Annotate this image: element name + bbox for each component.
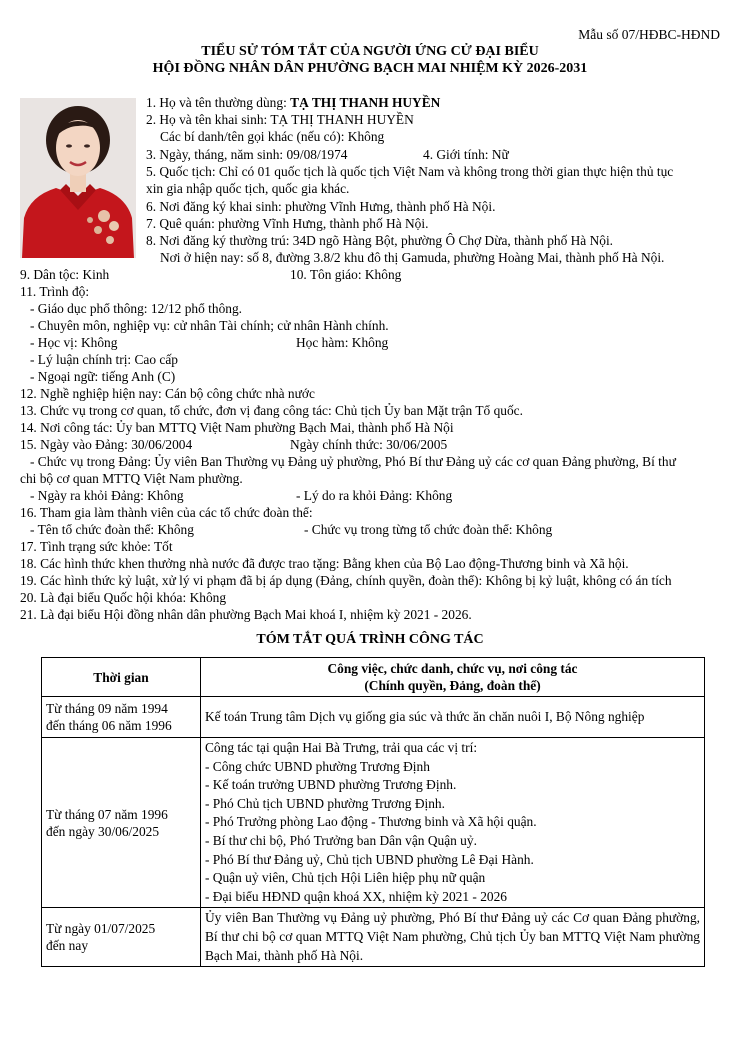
table-row <box>42 908 705 967</box>
work-history-title: TÓM TẮT QUÁ TRÌNH CÔNG TÁC <box>256 632 484 647</box>
awards-line: 18. Các hình thức khen thưởng nhà nước đã được trao tặng: Bằng khen của Bộ Lao động-Thương binh và Xã hội. <box>20 556 629 571</box>
row-detail-line: Công tác tại quận Hai Bà Trưng, trải qua các vị trí: <box>205 740 478 755</box>
organization-role-line: - Chức vụ trong từng tổ chức đoàn thể: Không <box>304 522 553 537</box>
birth-registration-line: 6. Nơi đăng ký khai sinh: phường Vĩnh Hưng, thành phố Hà Nội. <box>146 199 496 214</box>
party-position-line: - Chức vụ trong Đảng: Ủy viên Ban Thường vụ Đảng uỷ phường, Phó Bí thư Đảng uỷ các cơ quan Đảng phường, Bí thư <box>30 454 676 469</box>
discipline-line: 19. Các hình thức kỷ luật, xử lý vi phạm đã bị áp dụng (Đảng, chính quyền, đoàn thể): Không bị kỷ luật, không có án tích <box>20 573 672 588</box>
permanent-residence-line: 8. Nơi đăng ký thường trú: 34D ngõ Hàng Bột, phường Ô Chợ Dừa, thành phố Hà Nội. <box>146 233 614 248</box>
workplace-line: 14. Nơi công tác: Ủy ban MTTQ Việt Nam phường Bạch Mai, thành phố Hà Nội <box>20 420 454 435</box>
row-detail-line: Kế toán Trung tâm Dịch vụ giống gia súc và thức ăn chăn nuôi I, Bộ Nông nghiệp <box>205 708 645 724</box>
current-residence-line: Nơi ở hiện nay: số 8, đường 3.8/2 khu đô thị Gamuda, phường Hoàng Mai, thành phố Hà Nội. <box>160 250 665 265</box>
portrait-photo <box>20 98 136 258</box>
row-time <box>42 738 201 908</box>
education-heading: 11. Trình độ: <box>20 284 90 299</box>
row-details <box>201 738 705 908</box>
professional-qualification-line: - Chuyên môn, nghiệp vụ: cử nhân Tài chính; cử nhân Hành chính. <box>30 318 389 333</box>
table-header-row <box>42 658 705 697</box>
row-time-start: Từ ngày 01/07/2025 <box>46 921 156 937</box>
row-detail-line: - Công chức UBND phường Trương Định <box>205 758 430 774</box>
academic-title-line: Học hàm: Không <box>296 335 389 350</box>
political-theory-line: - Lý luận chính trị: Cao cấp <box>30 352 178 367</box>
general-education-line: - Giáo dục phổ thông: 12/12 phổ thông. <box>30 301 243 316</box>
row-time-end: đến tháng 06 năm 1996 <box>46 718 172 733</box>
organizations-heading: 16. Tham gia làm thành viên của các tổ chức đoàn thể: <box>20 505 313 520</box>
form-number: Mẫu số 07/HĐBC-HĐND <box>578 27 720 42</box>
ethnicity-line: 9. Dân tộc: Kinh <box>20 267 110 282</box>
header-details-line2: (Chính quyền, Đảng, đoàn thể) <box>364 678 541 693</box>
organization-name-line: - Tên tổ chức đoàn thể: Không <box>30 522 194 537</box>
row-time-end: đến ngày 30/06/2025 <box>46 823 160 839</box>
nationality-line: 5. Quốc tịch: Chỉ có 01 quốc tịch là quốc tịch Việt Nam và không trong thời gian thực hiện thủ tục <box>146 164 674 179</box>
party-official-line: Ngày chính thức: 30/06/2005 <box>290 437 448 452</box>
row-detail-line: - Phó Trưởng phòng Lao động - Thương binh và Xã hội quận. <box>205 814 537 830</box>
row-details <box>201 908 705 967</box>
row-detail-line: - Bí thư chi bộ, Phó Trưởng ban Dân vận Quận uỷ. <box>205 832 477 848</box>
foreign-language-line: - Ngoại ngữ: tiếng Anh (C) <box>30 369 176 384</box>
full-name-label: 1. Họ và tên thường dùng: <box>146 95 291 110</box>
health-line: 17. Tình trạng sức khỏe: Tốt <box>20 539 173 554</box>
row-detail-line: - Kế toán trưởng UBND phường Trương Định. <box>205 777 457 793</box>
row-time <box>42 697 201 738</box>
row-detail-line: - Phó Bí thư Đảng uỷ, Chủ tịch UBND phường Lê Đại Hành. <box>205 851 534 867</box>
party-leave-date-line: - Ngày ra khỏi Đảng: Không <box>30 488 184 503</box>
work-history-table <box>41 657 705 967</box>
party-leave-reason-line: - Lý do ra khỏi Đảng: Không <box>296 488 453 503</box>
nationality-line-2: xin gia nhập quốc tịch, quốc gia khác. <box>146 181 350 196</box>
birth-date-line: 3. Ngày, tháng, năm sinh: 09/08/1974 <box>146 147 348 162</box>
table-row <box>42 738 705 908</box>
table-row <box>42 697 705 738</box>
birth-name-line: 2. Họ và tên khai sinh: TẠ THỊ THANH HUYỀN <box>146 112 414 127</box>
header-details <box>201 658 705 697</box>
row-time-start: Từ tháng 07 năm 1996 <box>46 806 168 822</box>
row-detail-line: - Phó Chủ tịch UBND phường Trương Định. <box>205 795 445 811</box>
position-line: 13. Chức vụ trong cơ quan, tổ chức, đơn vị đang công tác: Chủ tịch Ủy ban Mặt trận Tổ quốc. <box>20 403 523 418</box>
full-name-value: TẠ THỊ THANH HUYỀN <box>290 95 441 110</box>
row-detail-line: - Đại biểu HĐND quận khoá XX, nhiệm kỳ 2021 - 2026 <box>205 888 507 904</box>
row-time <box>42 908 201 967</box>
header-time: Thời gian <box>42 658 201 697</box>
header-details-line1: Công việc, chức danh, chức vụ, nơi công tác <box>327 661 578 676</box>
national-assembly-line: 20. Là đại biểu Quốc hội khóa: Không <box>20 590 227 605</box>
alias-line: Các bí danh/tên gọi khác (nếu có): Không <box>160 129 385 144</box>
row-time-start: Từ tháng 09 năm 1994 <box>46 701 168 716</box>
full-name-line <box>146 94 440 111</box>
document-title-line1: TIỂU SỬ TÓM TẮT CỦA NGƯỜI ỨNG CỬ ĐẠI BIỂU <box>201 44 539 59</box>
party-position-line-2: chi bộ cơ quan MTTQ Việt Nam phường. <box>20 471 243 486</box>
row-detail-line: - Quận uỷ viên, Chủ tịch Hội Liên hiệp phụ nữ quận <box>205 870 486 886</box>
council-member-line: 21. Là đại biểu Hội đồng nhân dân phường Bạch Mai khoá I, nhiệm kỳ 2021 - 2026. <box>20 607 472 622</box>
religion-line: 10. Tôn giáo: Không <box>290 267 402 282</box>
degree-line: - Học vị: Không <box>30 335 118 350</box>
row-time-end: đến nay <box>46 938 89 954</box>
row-details <box>201 697 705 738</box>
hometown-line: 7. Quê quán: phường Vĩnh Hưng, thành phố Hà Nội. <box>146 216 429 231</box>
document-title-line2: HỘI ĐỒNG NHÂN DÂN PHƯỜNG BẠCH MAI NHIỆM KỲ 2026-2031 <box>152 61 588 76</box>
gender-line: 4. Giới tính: Nữ <box>423 147 509 162</box>
row-detail-line: Ủy viên Ban Thường vụ Đảng uỷ phường, Phó Bí thư Đảng uỷ các Cơ quan Đảng phường, Bí thư chi bộ cơ quan MTTQ Việt Nam phường, Chủ tịch Ủy ban MTTQ Việt Nam phường Bạch Mai, thành phố Hà Nội. <box>205 910 700 963</box>
party-admission-line: 15. Ngày vào Đảng: 30/06/2004 <box>20 437 193 452</box>
occupation-line: 12. Nghề nghiệp hiện nay: Cán bộ công chức nhà nước <box>20 386 315 401</box>
